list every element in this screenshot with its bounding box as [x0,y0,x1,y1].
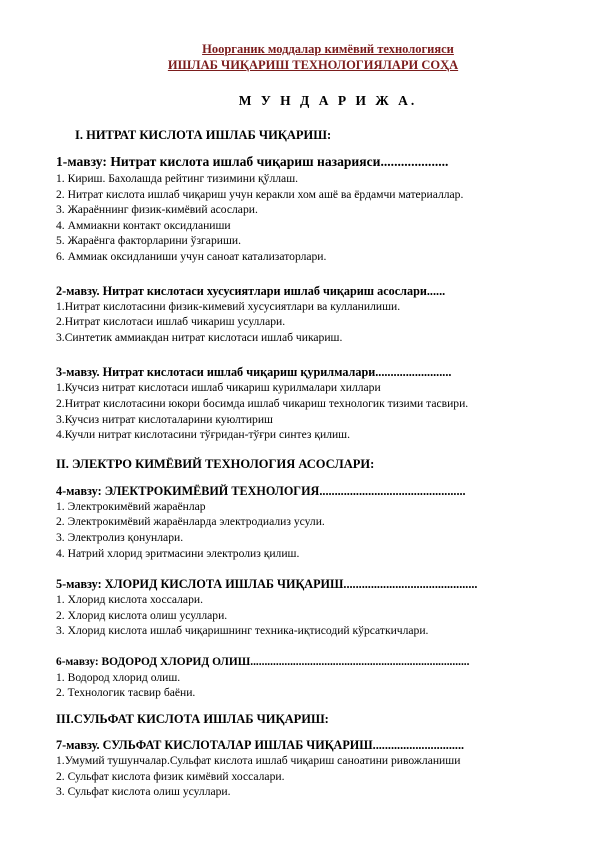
list-item: 1. Хлорид кислота хоссалари. [56,593,203,607]
toc-content [56,127,576,800]
topic-heading: 2-мавзу. Нитрат кислотаси хусусиятлари ишлаб чиқариш асослари...... [56,283,446,298]
list-item: 1.Кучсиз нитрат кислотаси ишлаб чикариш курилмалари хиллари [56,381,381,395]
topic-heading: 7-мавзу. СУЛЬФАТ КИСЛОТАЛАР ИШЛАБ ЧИҚАРИШ.............................. [56,738,465,753]
list-item: 2. Хлорид кислота олиш усуллари. [56,608,228,622]
list-item: 1.Нитрат кислотасини физик-кимевий хусусиятлари ва кулланилиши. [56,299,401,313]
list-item: 6. Аммиак оксидланиши учун саноат катализаторлари. [56,249,327,263]
subject-title: Ноорганик моддалар кимёвий технологияси [202,42,454,56]
topic-heading: 1-мавзу: Нитрат кислота ишлаб чиқариш назарияси.................... [56,154,449,169]
list-item: 1. Водород хлорид олиш. [56,670,181,684]
list-item: 3. Жараённинг физик-кимёвий асослари. [56,203,258,217]
list-item: 3. Хлорид кислота ишлаб чиқаришнинг техника-иқтисодий кўрсаткичлари. [56,624,429,638]
list-item: 1.Умумий тушунчалар.Сульфат кислота ишлаб чиқариш саноатини ривожланиши [56,754,461,768]
list-item: 3. Сульфат кислота олиш усуллари. [56,785,231,799]
toc-heading: М У Н Д А Р И Ж А. [238,93,418,108]
list-item: 4. Натрий хлорид эритмасини электролиз қилиш. [56,546,300,560]
topic-heading: 4-мавзу: ЭЛЕКТРОКИМЁВИЙ ТЕХНОЛОГИЯ................................................ [56,483,466,498]
list-item: 3. Электролиз қонунлари. [56,530,184,544]
section-heading: I. НИТРАТ КИСЛОТА ИШЛАБ ЧИҚАРИШ: [75,128,332,142]
list-item: 4.Кучли нитрат кислотасини тўғридан-тўғри синтез қилиш. [56,428,351,442]
list-item: 2. Сульфат кислота физик кимёвий хоссалари. [56,769,285,783]
list-item: 2. Технологик тасвир баёни. [56,686,196,700]
topic-heading: 5-мавзу: ХЛОРИД КИСЛОТА ИШЛАБ ЧИҚАРИШ............................................ [56,577,478,592]
list-item: 2. Нитрат кислота ишлаб чиқариш учун керакли хом ашё ва ёрдамчи материаллар. [56,187,464,201]
section-heading: II. ЭЛЕКТРО КИМЁВИЙ ТЕХНОЛОГИЯ АСОСЛАРИ: [56,456,375,471]
list-item: 3.Кучсиз нитрат кислоталарини куюлтириш [56,412,273,426]
list-item: 2.Нитрат кислотасини юкори босимда ишлаб чикариш технологик тизими тасвири. [56,396,469,410]
topic-heading: 3-мавзу. Нитрат кислотаси ишлаб чиқариш қурилмалари......................... [56,365,452,380]
list-item: 3.Синтетик аммиакдан нитрат кислотаси ишлаб чикариш. [56,330,343,344]
list-item: 1. Кириш. Бахолашда рейтинг тизимини қўллаш. [56,172,299,185]
list-item: 2. Электрокимёвий жараёнларда электродиализ усули. [56,515,325,529]
topic-heading: 6-мавзу: ВОДОРОД ХЛОРИД ОЛИШ............................................................................. [56,655,470,668]
list-item: 4. Аммиакни контакт оксидланиши [56,218,231,232]
list-item: 5. Жараёнга факторларини ўзгариши. [56,234,241,248]
list-item: 1. Электрокимёвий жараёнлар [56,499,206,513]
section-heading: III.СУЛЬФАТ КИСЛОТА ИШЛАБ ЧИҚАРИШ: [56,712,329,727]
field-title: ИШЛАБ ЧИҚАРИШ ТЕХНОЛОГИЯЛАРИ СОҲА [167,58,459,72]
list-item: 2.Нитрат кислотаси ишлаб чикариш усуллари. [56,315,286,329]
